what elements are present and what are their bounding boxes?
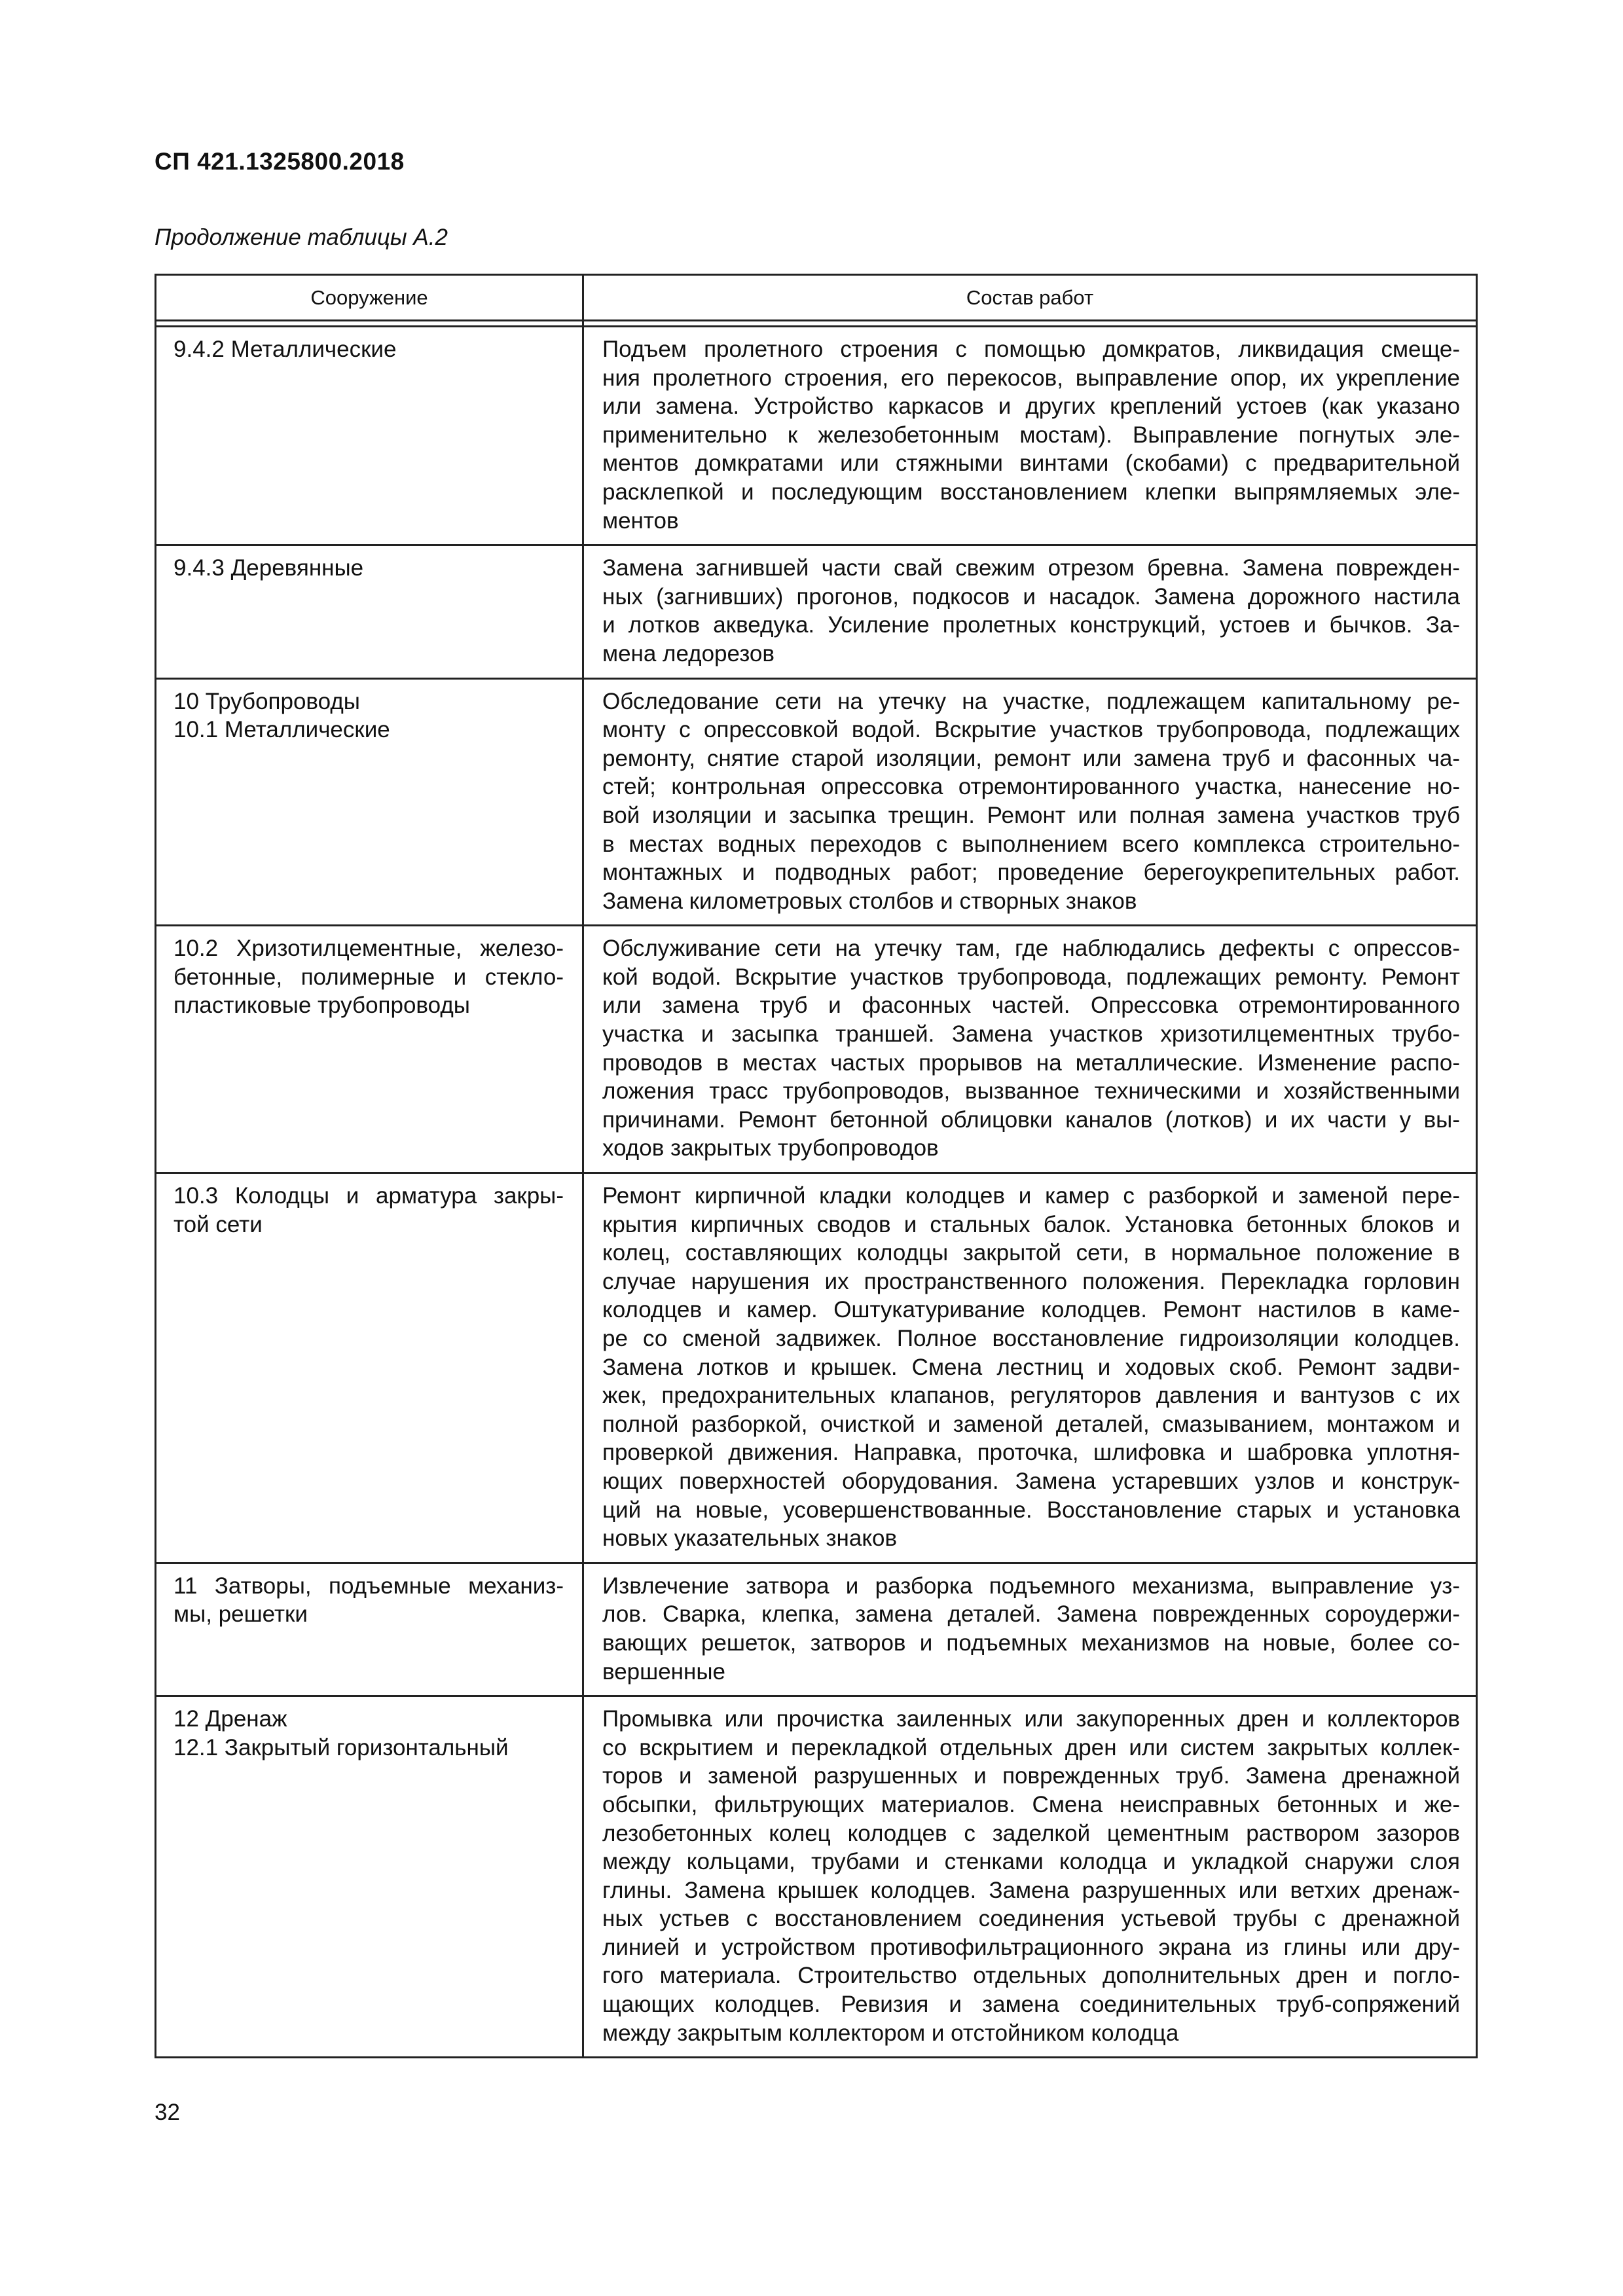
column-header-works: Состав работ [583,275,1477,321]
works-line: ложения трасс трубопроводов, вызванное техническими и хозяйственными [602,1078,1460,1104]
works-line: полной разборкой, очисткой и заменой деталей, смазыванием, монтажом и [602,1411,1460,1437]
works-cell [583,926,1477,1173]
table-row [156,1696,1477,2058]
table-row [156,545,1477,678]
works-line: ходов закрытых трубопроводов [602,1135,939,1161]
structure-cell [156,1173,583,1563]
works-line: случае нарушения их пространственного положения. Перекладка горловин [602,1268,1460,1294]
structure-line: 10 Трубопроводы [173,688,360,714]
works-line: ющих поверхностей оборудования. Замена устаревших узлов и конструк- [602,1468,1460,1494]
works-line: расклепкой и последующим восстановлением клепки выпрямляемых эле- [602,479,1460,505]
works-line: мена ледорезов [602,640,775,666]
structure-cell [156,1696,583,2058]
structure-cell [156,1563,583,1696]
works-line: стей; контрольная опрессовка отремонтированного участка, нанесение но- [602,774,1460,800]
works-line: Обслуживание сети на утечку там, где наблюдались дефекты с опрессов- [602,936,1460,962]
header-separator [156,321,1477,327]
works-line: или замена. Устройство каркасов и других креплений устоев (как указано [602,393,1460,420]
works-line: монту с опрессовкой водой. Вскрытие участков трубопровода, подлежащих [602,717,1460,743]
works-line: щающих колодцев. Ревизия и замена соединительных труб-сопряжений [602,1992,1460,2018]
works-line: причинами. Ремонт бетонной облицовки каналов (лотков) и их части у вы- [602,1106,1460,1133]
works-cell [583,327,1477,545]
works-line: со вскрытием и перекладкой отдельных дрен или систем закрытых коллек- [602,1734,1460,1760]
works-line: и лотков акведука. Усиление пролетных конструкций, устоев и бычков. За- [602,612,1460,638]
structure-cell [156,327,583,545]
structure-line: 10.3 Колодцы и арматура закры- [173,1183,564,1209]
works-line: или замена труб и фасонных частей. Опрессовка отремонтированного [602,993,1460,1019]
structure-line: 12 Дренаж [173,1706,287,1732]
works-line: ментов домкратами или стяжными винтами (скобами) с предварительной [602,450,1460,477]
structure-line: бетонные, полимерные и стекло- [173,964,564,990]
works-line: обсыпки, фильтрующих материалов. Смена неисправных бетонных и же- [602,1791,1460,1817]
works-line: гого материала. Строительство отдельных дополнительных дрен и погло- [602,1963,1460,1989]
works-line: монтажных и подводных работ; проведение берегоукрепительных работ. [602,860,1460,886]
works-line: торов и заменой разрушенных и поврежденных труб. Замена дренажной [602,1763,1460,1789]
works-line: колодцев и камер. Оштукатуривание колодцев. Ремонт настилов в каме- [602,1297,1460,1323]
works-line: Извлечение затвора и разборка подъемного механизма, выправление уз- [602,1573,1460,1599]
works-cell [583,545,1477,678]
works-line: вающих решеток, затворов и подъемных механизмов на новые, более со- [602,1630,1460,1656]
table-row [156,327,1477,545]
works-line: вершенные [602,1658,725,1685]
works-line: Ремонт кирпичной кладки колодцев и камер с разборкой и заменой пере- [602,1183,1460,1209]
table-row [156,678,1477,926]
works-cell [583,1563,1477,1696]
table-header-row [156,275,1477,321]
works-line: лов. Сварка, клепка, замена деталей. Замена поврежденных сороудержи- [602,1601,1460,1628]
works-cell [583,1173,1477,1563]
table-row [156,1563,1477,1696]
works-line: ремонту, снятие старой изоляции, ремонт или замена труб и фасонных ча- [602,745,1460,771]
works-line: ций на новые, усовершенствованные. Восстановление старых и установка [602,1497,1460,1523]
page-number: 32 [155,2100,180,2125]
table-caption: Продолжение таблицы А.2 [155,225,448,250]
works-line: в местах водных переходов с выполнением всего комплекса строительно- [602,831,1460,857]
works-line: ных устьев с восстановлением соединения устьевой трубы с дренажной [602,1906,1460,1932]
works-line: между закрытым коллектором и отстойником колодца [602,2020,1179,2046]
works-line: ных (загнивших) прогонов, подкосов и насадок. Замена дорожного настила [602,583,1460,610]
document-code: СП 421.1325800.2018 [155,148,405,175]
structure-cell [156,545,583,678]
works-line: ния пролетного строения, его перекосов, выправление опор, их укрепление [602,365,1460,391]
works-line: глины. Замена крышек колодцев. Замена разрушенных или ветхих дренаж- [602,1877,1460,1903]
works-cell [583,1696,1477,2058]
works-line: Замена километровых столбов и створных знаков [602,888,1137,914]
structure-line: 9.4.3 Деревянные [173,555,364,581]
works-line: кой водой. Вскрытие участков трубопровода, подлежащих ремонту. Ремонт [602,964,1460,990]
works-line: ре со сменой задвижек. Полное восстановление гидроизоляции колодцев. [602,1326,1460,1351]
works-line: колец, составляющих колодцы закрытой сети, в нормальное положение в [602,1240,1460,1266]
structure-cell [156,926,583,1173]
works-line: вой изоляции и засыпка трещин. Ремонт или полная замена участков труб [602,802,1460,828]
table-row [156,926,1477,1173]
works-line: жек, предохранительных клапанов, регуляторов давления и вантузов с их [602,1383,1460,1409]
structure-cell [156,678,583,926]
works-line: крытия кирпичных сводов и стальных балок. Установка бетонных блоков и [602,1211,1460,1237]
structure-line: мы, решетки [173,1601,308,1628]
column-header-structure: Сооружение [156,275,583,321]
works-line: Замена лотков и крышек. Смена лестниц и ходовых скоб. Ремонт задви- [602,1354,1460,1380]
works-line: Замена загнившей части свай свежим отрезом бревна. Замена поврежден- [602,555,1460,581]
structure-line: пластиковые трубопроводы [173,993,470,1019]
works-cell [583,678,1477,926]
structure-line: 10.2 Хризотилцементные, железо- [173,936,564,962]
works-line: проводов в местах частых прорывов на металлические. Изменение распо- [602,1049,1460,1076]
works-line: Подъем пролетного строения с помощью домкратов, ликвидация смеще- [602,337,1460,362]
table-body [156,327,1477,2058]
works-table [155,274,1478,2058]
works-line: линией и устройством противофильтрационного экрана из глины или дру- [602,1934,1460,1960]
table-row [156,1173,1477,1563]
works-line: между кольцами, трубами и стенками колодца и укладкой снаружи слоя [602,1849,1460,1875]
works-line: проверкой движения. Направка, проточка, шлифовка и шабровка уплотня- [602,1440,1460,1466]
works-line: новых указательных знаков [602,1525,898,1552]
works-line: участка и засыпка траншей. Замена участков хризотилцементных трубо- [602,1021,1460,1048]
works-line: Обследование сети на утечку на участке, подлежащем капитальному ре- [602,688,1460,714]
structure-line: той сети [173,1211,263,1237]
structure-line: 10.1 Металлические [173,717,390,743]
works-line: ментов [602,507,679,534]
structure-line: 9.4.2 Металлические [173,337,397,362]
works-line: Промывка или прочистка заиленных или закупоренных дрен и коллекторов [602,1706,1460,1732]
works-line: применительно к железобетонным мостам). Выправление погнутых эле- [602,422,1460,448]
works-line: лезобетонных колец колодцев с заделкой цементным раствором зазоров [602,1820,1460,1846]
structure-line: 12.1 Закрытый горизонтальный [173,1734,509,1760]
structure-line: 11 Затворы, подъемные механиз- [173,1573,564,1599]
